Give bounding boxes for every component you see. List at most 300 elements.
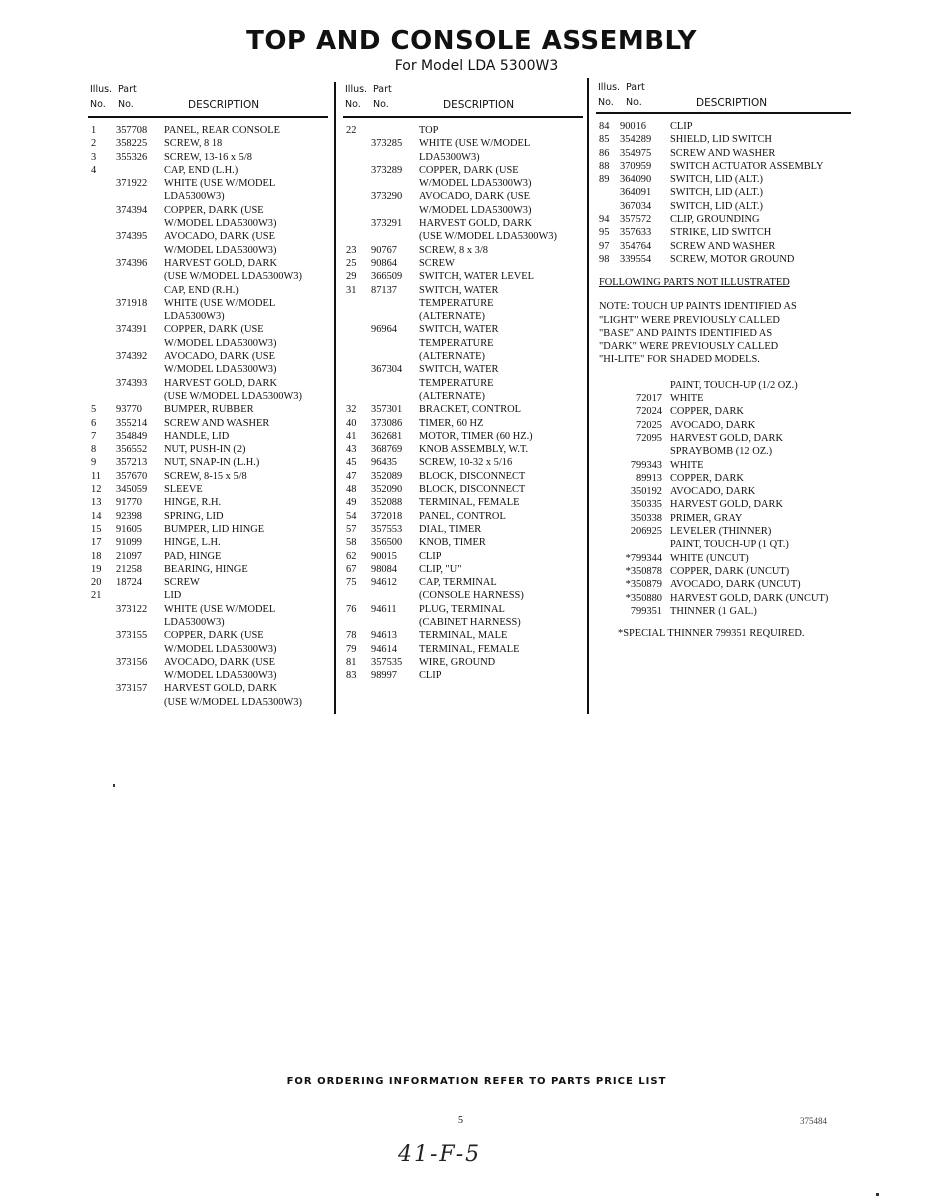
part-description: BEARING, HINGE: [164, 563, 248, 575]
table-row: [343, 536, 583, 549]
part-description: SCREW, 10-32 x 5/16: [419, 457, 513, 469]
illus-number: 31: [346, 284, 357, 296]
table-row: [88, 137, 328, 150]
part-number: [116, 164, 164, 177]
illus-number: 9: [91, 457, 97, 469]
part-number: 354975: [620, 147, 652, 159]
part-number: 339554: [620, 253, 652, 265]
part-number: [116, 190, 164, 203]
table-row: [88, 523, 328, 536]
table-row: [88, 403, 328, 416]
table-row: [88, 124, 328, 137]
header-description: DESCRIPTION: [443, 99, 515, 111]
part-number: [116, 337, 164, 350]
illus-number: 3: [91, 151, 97, 163]
part-number: 362681: [371, 430, 403, 442]
header-part-no: No.: [373, 99, 389, 110]
illus-number: [88, 204, 116, 217]
table-row: [88, 417, 328, 430]
part-description: CLIP, "U": [419, 563, 462, 575]
part-number: 372018: [371, 510, 403, 522]
part-description: WHITE (UNCUT): [670, 552, 749, 564]
part-number: 373157: [116, 683, 148, 695]
table-row: [88, 363, 328, 376]
part-number: [371, 204, 419, 217]
part-description: SLEEVE: [164, 484, 203, 496]
illus-number: [343, 323, 371, 336]
part-description: TEMPERATURE: [419, 377, 494, 389]
part-number: 96435: [371, 457, 397, 469]
table-row: [343, 576, 583, 589]
table-row: [88, 323, 328, 336]
part-number: [116, 696, 164, 709]
part-description: KNOB, TIMER: [419, 537, 486, 549]
illus-number: 29: [346, 271, 357, 283]
illus-number: [343, 616, 371, 629]
table-row: [343, 257, 583, 270]
paint-row: [596, 525, 851, 538]
part-number: [371, 151, 419, 164]
illus-number: 85: [599, 134, 610, 146]
part-number: [116, 390, 164, 403]
touch-up-note: [596, 300, 851, 366]
table-row: [596, 173, 851, 186]
illus-number: 14: [91, 510, 102, 522]
part-description: PAINT, TOUCH-UP (1/2 OZ.): [670, 379, 798, 391]
part-number: [371, 177, 419, 190]
illus-number: [343, 151, 371, 164]
part-number: [596, 445, 670, 458]
illus-number: 98: [599, 253, 610, 265]
part-number: 358225: [116, 138, 148, 150]
part-number: [371, 297, 419, 310]
paint-row: [596, 512, 851, 525]
part-number: 357213: [116, 457, 148, 469]
parts-column-3: [596, 80, 851, 639]
not-illustrated-heading: FOLLOWING PARTS NOT ILLUSTRATED: [599, 277, 790, 289]
illus-number: 17: [91, 537, 102, 549]
illus-number: 6: [91, 417, 97, 429]
table-row: [343, 643, 583, 656]
illus-number: [88, 323, 116, 336]
part-number: 352089: [371, 470, 403, 482]
illus-number: 94: [599, 214, 610, 226]
illus-number: [88, 284, 116, 297]
table-row: [343, 483, 583, 496]
part-number: 799351: [630, 605, 662, 617]
part-description: SWITCH, WATER: [419, 364, 499, 376]
table-row: [88, 443, 328, 456]
part-number: [116, 217, 164, 230]
table-row: [596, 120, 851, 133]
part-description: DIAL, TIMER: [419, 523, 482, 535]
header-part: Part: [373, 84, 392, 95]
illus-number: [596, 200, 620, 213]
paint-row: [596, 552, 851, 565]
part-number: 371922: [116, 178, 148, 190]
part-number: [116, 643, 164, 656]
table-row: [88, 563, 328, 576]
table-row: [343, 656, 583, 669]
illus-number: 81: [346, 656, 357, 668]
illus-number: 89: [599, 174, 610, 186]
part-number: 352090: [371, 484, 403, 496]
table-row: [88, 629, 328, 642]
table-row: [343, 589, 583, 602]
note-line: NOTE: TOUCH UP PAINTS IDENTIFIED AS: [599, 301, 797, 313]
table-row: [596, 253, 851, 266]
illus-number: [343, 310, 371, 323]
illus-number: [343, 390, 371, 403]
illus-number: [88, 643, 116, 656]
table-row: [88, 550, 328, 563]
part-number: 98997: [371, 670, 397, 682]
part-description: (ALTERNATE): [419, 311, 485, 323]
illus-number: 97: [599, 240, 610, 252]
table-row: [343, 244, 583, 257]
part-number: 364091: [620, 187, 652, 199]
parts-list: [596, 120, 851, 266]
part-description: LDA5300W3): [164, 616, 225, 628]
paint-row: [596, 498, 851, 511]
paint-row: [596, 485, 851, 498]
table-row: [88, 190, 328, 203]
part-description: LDA5300W3): [164, 191, 225, 203]
illus-number: [343, 190, 371, 203]
part-description: (USE W/MODEL LDA5300W3): [164, 696, 302, 708]
part-description: BUMPER, LID HINGE: [164, 523, 265, 535]
part-description: PLUG, TERMINAL: [419, 603, 505, 615]
part-description: SWITCH, WATER: [419, 324, 499, 336]
header-illus-no: No.: [90, 99, 106, 110]
part-description: SCREW, 8 18: [164, 138, 223, 150]
table-row: [88, 656, 328, 669]
part-number: 373086: [371, 417, 403, 429]
part-number: *799344: [625, 552, 662, 564]
table-row: [343, 417, 583, 430]
part-description: CLIP, GROUNDING: [670, 214, 760, 226]
part-description: BRACKET, CONTROL: [419, 404, 521, 416]
illus-number: [343, 297, 371, 310]
part-description: WHITE (USE W/MODEL: [164, 297, 276, 309]
part-description: SWITCH, WATER LEVEL: [419, 271, 534, 283]
table-row: [596, 200, 851, 213]
table-row: [88, 230, 328, 243]
illus-number: 45: [346, 457, 357, 469]
table-row: [88, 682, 328, 695]
part-description: CAP, END (R.H.): [164, 284, 239, 296]
part-number: 373289: [371, 164, 403, 176]
illus-number: 13: [91, 497, 102, 509]
illus-number: [88, 390, 116, 403]
part-number: [371, 589, 419, 602]
illus-number: [88, 270, 116, 283]
table-row: [88, 390, 328, 403]
table-row: [88, 297, 328, 310]
part-number: [116, 363, 164, 376]
part-description: KNOB ASSEMBLY, W.T.: [419, 444, 529, 456]
part-number: 357535: [371, 656, 403, 668]
part-number: [371, 310, 419, 323]
part-number: 90767: [371, 244, 397, 256]
part-description: SWITCH, LID (ALT.): [670, 187, 763, 199]
note-line: "DARK" WERE PREVIOUSLY CALLED: [599, 341, 779, 353]
part-description: TIMER, 60 HZ: [419, 417, 484, 429]
illus-number: 54: [346, 510, 357, 522]
part-number: 350338: [630, 512, 662, 524]
part-description: COPPER, DARK (USE: [419, 164, 519, 176]
illus-number: [88, 363, 116, 376]
table-row: [343, 323, 583, 336]
table-row: [343, 297, 583, 310]
part-description: (CONSOLE HARNESS): [419, 590, 524, 602]
part-description: LID: [164, 590, 182, 602]
part-number: 357553: [371, 523, 403, 535]
part-number: 90016: [620, 121, 646, 132]
part-description: W/MODEL LDA5300W3): [419, 204, 532, 216]
note-line: "LIGHT" WERE PREVIOUSLY CALLED: [599, 314, 780, 326]
part-number: 357633: [620, 227, 652, 239]
table-row: [88, 576, 328, 589]
part-number: 345059: [116, 484, 148, 496]
part-description: W/MODEL LDA5300W3): [164, 244, 277, 256]
part-number: 354849: [116, 430, 148, 442]
illus-number: 15: [91, 523, 102, 535]
table-row: [343, 669, 583, 682]
part-number: 799343: [630, 459, 662, 471]
table-row: [88, 204, 328, 217]
table-row: [88, 470, 328, 483]
part-description: W/MODEL LDA5300W3): [164, 670, 277, 682]
part-number: 355214: [116, 417, 148, 429]
part-description: SCREW, 8 x 3/8: [419, 244, 488, 256]
parts-list: [343, 124, 583, 682]
table-row: [343, 363, 583, 376]
part-number: [596, 379, 670, 392]
part-number: 91605: [116, 523, 142, 535]
part-description: W/MODEL LDA5300W3): [164, 643, 277, 655]
illus-number: 43: [346, 444, 357, 456]
table-row: [343, 403, 583, 416]
part-number: [371, 616, 419, 629]
part-description: SCREW, 13-16 x 5/8: [164, 151, 252, 163]
illus-number: 18: [91, 550, 102, 562]
header-illus-no: No.: [598, 97, 614, 108]
table-row: [88, 244, 328, 257]
table-row: [343, 616, 583, 629]
illus-number: 47: [346, 470, 357, 482]
part-description: AVOCADO, DARK (USE: [164, 231, 275, 243]
part-number: 367034: [620, 200, 652, 212]
table-row: [596, 147, 851, 160]
part-description: SPRAYBOMB (12 OZ.): [670, 446, 773, 458]
model-subtitle: For Model LDA 5300W3: [394, 58, 559, 74]
part-description: SCREW: [419, 257, 455, 269]
part-description: CLIP: [670, 121, 693, 132]
part-number: [371, 230, 419, 243]
illus-number: 25: [346, 257, 357, 269]
illus-number: 49: [346, 497, 357, 509]
part-number: 368769: [371, 444, 403, 456]
table-row: [343, 390, 583, 403]
part-number: 366509: [371, 271, 403, 283]
handwritten-annotation: 41-F-5: [398, 1142, 482, 1167]
table-row: [343, 550, 583, 563]
part-description: WHITE: [670, 459, 704, 471]
part-description: HARVEST GOLD, DARK: [164, 377, 277, 389]
part-description: WIRE, GROUND: [419, 656, 496, 668]
page-number: 5: [458, 1115, 463, 1126]
part-description: THINNER (1 GAL.): [670, 605, 757, 617]
part-description: SCREW AND WASHER: [670, 240, 776, 252]
part-number: 94612: [371, 577, 397, 589]
illus-number: [88, 230, 116, 243]
table-row: [343, 151, 583, 164]
table-row: [343, 137, 583, 150]
part-description: HANDLE, LID: [164, 430, 230, 442]
part-number: 356552: [116, 444, 148, 456]
part-number: 356500: [371, 537, 403, 549]
table-row: [88, 643, 328, 656]
illus-number: 78: [346, 630, 357, 642]
part-number: [116, 310, 164, 323]
part-description: WHITE: [670, 393, 704, 405]
part-description: SWITCH, LID (ALT.): [670, 200, 763, 212]
part-number: 352088: [371, 497, 403, 509]
part-description: SCREW AND WASHER: [164, 417, 270, 429]
table-row: [88, 177, 328, 190]
scan-speck: [113, 784, 115, 787]
table-row: [343, 563, 583, 576]
illus-number: 4: [91, 164, 97, 176]
table-row: [343, 337, 583, 350]
table-row: [343, 430, 583, 443]
table-row: [88, 217, 328, 230]
column-header: [596, 80, 851, 114]
table-row: [596, 240, 851, 253]
illus-number: 40: [346, 417, 357, 429]
part-description: AVOCADO, DARK: [670, 419, 756, 431]
part-description: W/MODEL LDA5300W3): [164, 364, 277, 376]
part-description: BUMPER, RUBBER: [164, 404, 254, 416]
part-description: COPPER, DARK (USE: [164, 324, 264, 336]
table-row: [343, 284, 583, 297]
illus-number: 21: [91, 590, 102, 602]
illus-number: 8: [91, 444, 97, 456]
illus-number: 48: [346, 484, 357, 496]
part-description: CAP, TERMINAL: [419, 577, 497, 589]
table-row: [343, 510, 583, 523]
part-number: 350335: [630, 499, 662, 511]
part-number: [116, 270, 164, 283]
part-description: SWITCH, WATER: [419, 284, 499, 296]
paint-row: [596, 445, 851, 458]
table-row: [343, 377, 583, 390]
part-number: 373155: [116, 630, 148, 642]
part-number: 96964: [371, 324, 397, 336]
part-number: 98084: [371, 563, 397, 575]
part-description: COPPER, DARK: [670, 472, 744, 484]
table-row: [88, 284, 328, 297]
part-description: AVOCADO, DARK (USE: [164, 351, 275, 363]
part-number: 357301: [371, 404, 403, 416]
column-divider: [334, 82, 336, 714]
part-description: SWITCH ACTUATOR ASSEMBLY: [670, 160, 824, 172]
table-row: [88, 377, 328, 390]
part-number: 373290: [371, 191, 403, 203]
part-description: PRIMER, GRAY: [670, 512, 743, 524]
illus-number: 83: [346, 670, 357, 682]
illus-number: [88, 310, 116, 323]
part-description: AVOCADO, DARK: [670, 486, 756, 498]
table-row: [88, 151, 328, 164]
part-description: TERMINAL, FEMALE: [419, 643, 520, 655]
table-row: [88, 270, 328, 283]
illus-number: 2: [91, 138, 97, 150]
part-number: 367304: [371, 364, 403, 376]
table-row: [343, 217, 583, 230]
parts-column-2: [343, 82, 583, 682]
illus-number: 58: [346, 537, 357, 549]
illus-number: 20: [91, 577, 102, 589]
paint-row: [596, 472, 851, 485]
part-description: NUT, PUSH-IN (2): [164, 444, 246, 456]
paint-row: [596, 392, 851, 405]
header-illus-no: No.: [345, 99, 361, 110]
illus-number: [343, 164, 371, 177]
table-row: [88, 603, 328, 616]
paint-row: [596, 605, 851, 618]
part-description: W/MODEL LDA5300W3): [164, 337, 277, 349]
part-number: 94611: [371, 603, 397, 615]
table-row: [88, 696, 328, 709]
part-number: [116, 284, 164, 297]
part-description: HARVEST GOLD, DARK (UNCUT): [670, 592, 829, 604]
part-description: (ALTERNATE): [419, 351, 485, 363]
header-part: Part: [118, 84, 137, 95]
part-description: LDA5300W3): [164, 311, 225, 323]
part-description: TERMINAL, FEMALE: [419, 497, 520, 509]
part-description: WHITE (USE W/MODEL: [164, 603, 276, 615]
paint-row: [596, 459, 851, 472]
part-number: *350878: [625, 565, 662, 577]
illus-number: 79: [346, 643, 357, 655]
table-row: [343, 124, 583, 137]
illus-number: [88, 297, 116, 310]
illus-number: [88, 244, 116, 257]
part-number: 87137: [371, 284, 397, 296]
part-description: WHITE (USE W/MODEL: [164, 178, 276, 190]
table-row: [88, 164, 328, 177]
illus-number: [343, 230, 371, 243]
illus-number: 7: [91, 430, 97, 442]
part-description: COPPER, DARK: [670, 406, 744, 418]
column-header: [88, 82, 328, 118]
illus-number: [88, 603, 116, 616]
part-description: LEVELER (THINNER): [670, 526, 772, 538]
table-row: [88, 510, 328, 523]
part-description: W/MODEL LDA5300W3): [419, 178, 532, 190]
part-description: COPPER, DARK (UNCUT): [670, 565, 790, 577]
part-number: 364090: [620, 174, 652, 186]
part-number: 21097: [116, 550, 142, 562]
column-header: [343, 82, 583, 118]
table-row: [88, 483, 328, 496]
part-number: 89913: [636, 472, 662, 484]
header-part: Part: [626, 82, 645, 93]
illus-number: [88, 217, 116, 230]
illus-number: 88: [599, 160, 610, 172]
